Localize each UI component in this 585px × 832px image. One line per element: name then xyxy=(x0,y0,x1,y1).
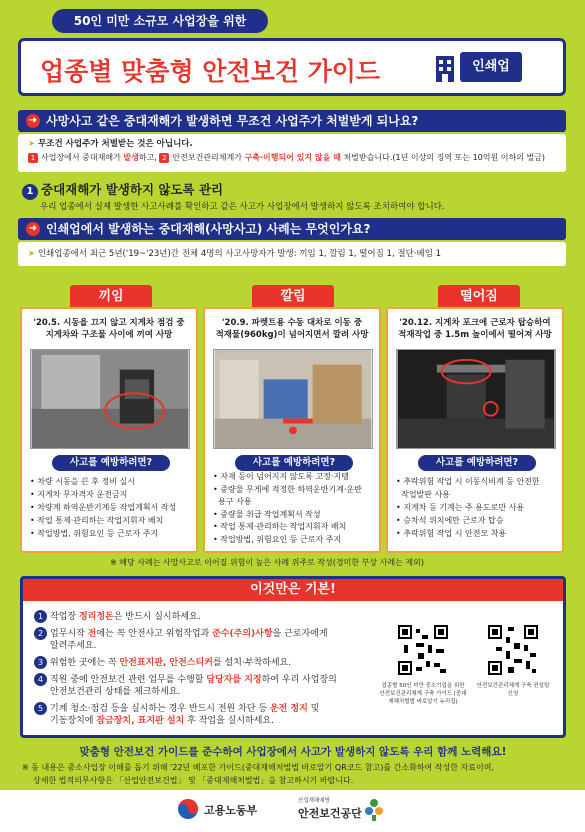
taegeuk-logo-icon xyxy=(177,798,199,820)
q2-panel: ➤ 인쇄업종에서 최근 5년('19~'23년)간 전체 4명의 사고사망자가 발생: 끼임 1, 깔림 1, 떨어짐 1, 절단·베임 1 xyxy=(18,242,566,266)
basics-heading: 이것만은 기본! xyxy=(23,579,563,601)
q1-detail-1b: 발생 xyxy=(123,153,139,162)
building-icon xyxy=(434,52,456,82)
prevent-label: 사고를 예방하려면? xyxy=(418,455,536,471)
case-photo xyxy=(213,349,373,449)
tip-item: • 중량물 취급 작업계획서 작성 xyxy=(213,509,321,519)
tip-item: • 자재 등이 넘어지지 않도록 고정·지탱 xyxy=(213,472,349,481)
org2-name: 안전보건공단 xyxy=(298,807,362,820)
industry-tag: 인쇄업 xyxy=(460,52,522,82)
tip-item: • 지게차 등 기계는 주 용도로만 사용 xyxy=(396,503,525,512)
case-tab-pinch: 끼임 xyxy=(70,285,152,309)
tip-item: 용구 사용 xyxy=(218,497,252,506)
footer-strip xyxy=(0,790,585,832)
q1-panel: ➤ 무조건 사업주가 처벌받는 것은 아닙니다. 1 사업장에서 중대재해가 발생하고, 2 안전보건관리체계가 구축·이행되어 있지 않을 때 처벌받습니다.(1년 이상의 징역 또는 10억원 이하의 벌금) xyxy=(18,134,566,172)
section1-number: 1 xyxy=(22,184,38,200)
tip-item: 작업발판 사용 xyxy=(401,490,451,499)
q1-detail-2c: 처벌받습니다.(1년 이상의 징역 또는 10억원 이하의 벌금) xyxy=(340,153,546,162)
case-caption: 적재물(960kg)이 넘어지면서 깔려 사망 xyxy=(215,330,369,340)
basics-item: 1 작업장 정리정돈은 반드시 실시하세요. xyxy=(34,610,364,623)
q1-detail-1c: 하고, xyxy=(138,153,160,162)
basics-item: 5 기계 청소·점검 등을 실시하는 경우 반드시 전원 차단 등 운전 정지 및 기동장치에 잠금장치, 표지판 설치 후 작업을 실시하세요. xyxy=(34,702,364,727)
case-card-fall xyxy=(386,307,564,553)
q1-answer: 무조건 사업주가 처벌받는 것은 아닙니다. xyxy=(38,139,193,149)
section1-text: 우리 업종에서 실제 발생한 사고사례를 확인하고 같은 사고가 사업장에서 발생하지 않도록 조치하여야 합니다. xyxy=(40,202,445,212)
q2-question: 인쇄업에서 발생하는 중대재해(사망사고) 사례는 무엇인가요? xyxy=(46,222,371,236)
tip-item: • 차량 시동을 끈 후 정비 실시 xyxy=(30,477,135,486)
kosha-logo-icon xyxy=(364,797,384,821)
tips-list xyxy=(213,471,362,546)
basics-item: 4 직원 중에 안전보건 관련 업무를 수행할 담당자를 지정하여 우리 사업장의 안전보건관리 상태를 체크하세요. xyxy=(34,673,364,698)
tip-item: • 작업방법, 위험요인 등 근로자 주지 xyxy=(30,529,159,538)
qr2-caption: 안전보건관리체계 구축 컨설팅 신청 xyxy=(476,683,550,697)
org1-name: 고용노동부 xyxy=(204,804,258,817)
page-title: 업종별 맞춤형 안전보건 가이드 xyxy=(40,57,381,86)
header-subtitle: 50인 미만 소규모 사업장을 위한 xyxy=(52,9,268,33)
tip-item: • 작업 통제·관리하는 작업지휘자 배치 xyxy=(30,516,164,525)
tips-list xyxy=(30,475,176,540)
case-caption: '20.5. 시동을 끄지 않고 지게차 점검 중 xyxy=(33,318,185,328)
footer-slogan: 맞춤형 안전보건 가이드를 준수하여 사업장에서 사고가 발생하지 않도록 우리 함께 노력해요! xyxy=(79,746,507,758)
section1-heading xyxy=(22,180,223,200)
section1-title: 중대재해가 발생하지 않도록 관리 xyxy=(41,182,224,197)
case-note: ※ 해당 사례는 사망사고로 이어질 위험이 높은 사례 위주로 작성(경미한 부상 사례는 제외) xyxy=(110,558,424,567)
arrow-right-icon: ➜ xyxy=(26,114,40,128)
q2-bar xyxy=(18,218,566,240)
q1-bar xyxy=(18,110,566,132)
qr-code-icon[interactable] xyxy=(398,625,448,675)
tip-item: • 추락위험 작업 시 안전모 착용 xyxy=(396,529,507,538)
footer-note-2: 상세한 법적의무사항은 「산업안전보건법」 및 「중대재해처벌법」을 참고하시기 바랍니다. xyxy=(33,776,354,785)
q1-detail-1a: 사업장에서 중대재해가 xyxy=(41,153,124,162)
qr1-caption: 업종별 50인 미만 중소기업을 위한 안전보건관리체계 구축 가이드 (중대재해처벌법 바로알기 누리집) xyxy=(379,683,467,705)
tip-item: • 승차석 위치에만 근로자 탑승 xyxy=(396,516,504,525)
tip-item: • 작업 통제·관리하는 작업지휘자 배치 xyxy=(213,522,347,531)
basics-item: 2 업무시작 전에는 꼭 안전사고 위험작업과 준수(주의)사항을 근로자에게 알려주세요. xyxy=(34,627,364,652)
tip-item: • 작업방법, 위험요인 등 근로자 주지 xyxy=(213,534,342,544)
basics-item: 3 위험한 곳에는 꼭 안전표지판, 안전스티커를 설치·부착하세요. xyxy=(34,656,364,669)
case-photo xyxy=(396,349,556,449)
tip-item: • 지게차 무자격자 운전금지 xyxy=(30,490,128,499)
case-caption: 적재작업 중 1.5m 높이에서 떨어져 사망 xyxy=(398,330,552,340)
prevent-label: 사고를 예방하려면? xyxy=(235,455,353,471)
q1-detail-2a: 안전보건관리체계가 xyxy=(172,153,245,162)
basics-list xyxy=(34,610,364,727)
q1-detail-2b: 구축·이행되어 있지 않을 때 xyxy=(244,153,341,162)
org2-subname: 산업재해예방 xyxy=(298,798,330,804)
footer-note-1: ※ 동 내용은 중소사업장 이해를 돕기 위해 '22년 배포한 가이드(중대재해처벌법 바로알기 QR코드 참고)를 간소화하여 작성한 자료이며, xyxy=(22,763,494,772)
tips-list xyxy=(396,475,540,540)
case-caption: '20.12. 지게차 포크에 근로자 탑승하여 xyxy=(399,318,551,328)
q1-question: 사망사고 같은 중대재해가 발생하면 무조건 사업주가 처벌받게 되나요? xyxy=(46,114,419,128)
case-card-crush xyxy=(203,307,381,553)
case-tab-crush: 깔림 xyxy=(252,285,334,309)
case-tab-fall: 떨어짐 xyxy=(438,285,520,309)
tip-item: • 중량물 무게에 적정한 하역운반기계·운반 xyxy=(213,484,362,494)
case-caption: '20.9. 파렛트용 수동 대차로 이동 중 xyxy=(221,318,363,328)
q2-answer: 인쇄업종에서 최근 5년('19~'23년)간 전체 4명의 사고사망자가 발생: 끼임 1, 깔림 1, 떨어짐 1, 절단·베임 1 xyxy=(37,249,442,259)
case-card-pinch xyxy=(20,307,198,553)
qr-code-icon[interactable] xyxy=(488,625,538,675)
prevent-label: 사고를 예방하려면? xyxy=(52,455,170,471)
tip-item: • 추락위험 작업 시 이동식비계 등 안전한 xyxy=(396,477,540,486)
tip-item: • 차량계 하역운반기계등 작업계획서 작성 xyxy=(30,503,177,512)
case-caption: 지게차와 구조물 사이에 끼여 사망 xyxy=(45,330,173,340)
arrow-right-icon: ➜ xyxy=(26,222,40,236)
case-photo xyxy=(30,349,190,449)
